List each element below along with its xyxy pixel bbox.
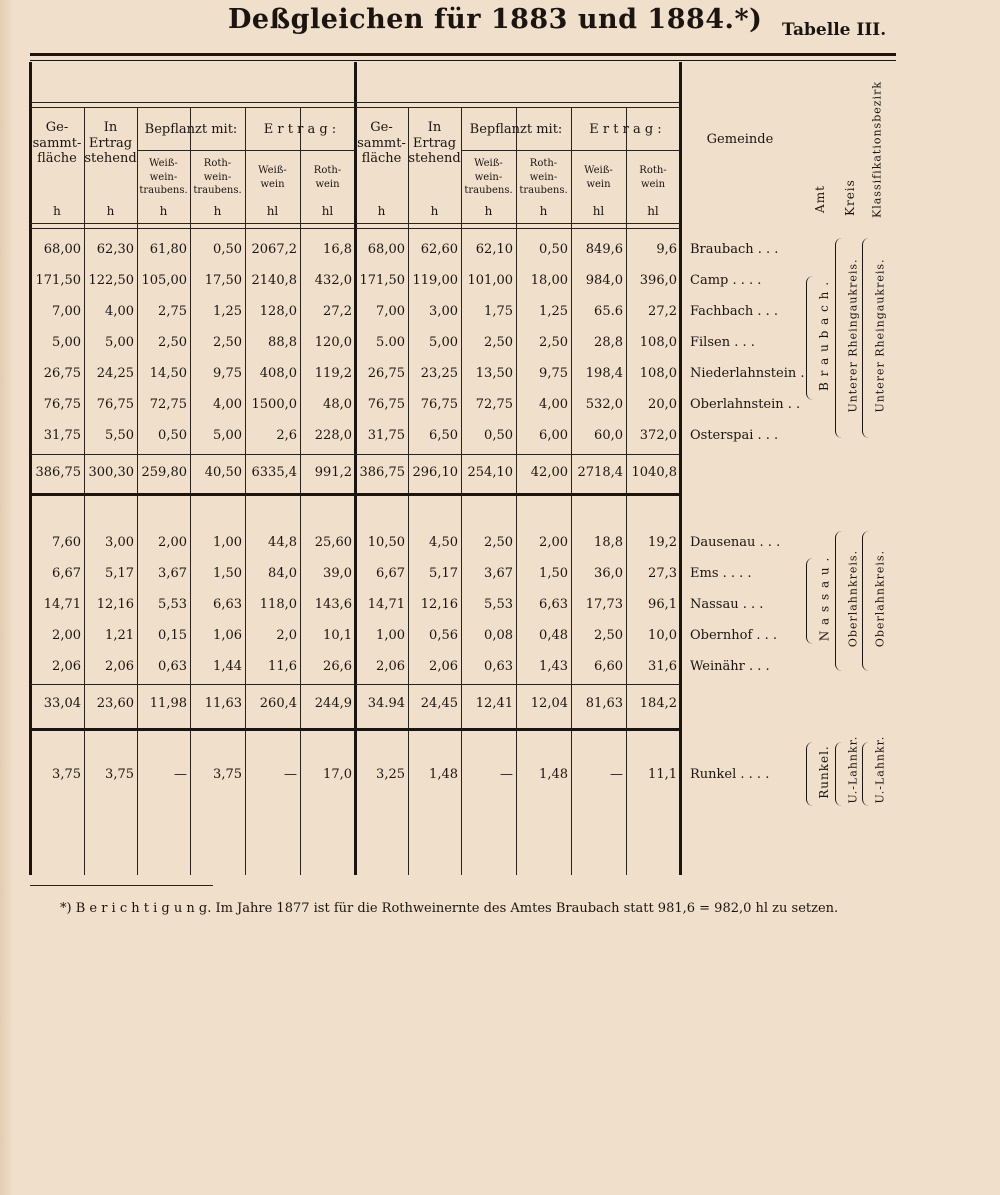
table-cell: 9,6 <box>656 242 677 257</box>
unit-label: hl <box>321 204 334 218</box>
unit-label: h <box>484 204 493 218</box>
table-cell: 14,50 <box>149 366 187 381</box>
table-cell: 5,00 <box>52 335 81 350</box>
table-cell: 0,63 <box>484 659 513 674</box>
table-cell: 31,75 <box>367 428 405 443</box>
table-cell: 27,3 <box>648 566 677 581</box>
table-cell: 0,48 <box>539 628 568 643</box>
total-cell: 386,75 <box>359 465 405 480</box>
gemeinde-name: Braubach . . . <box>690 242 779 257</box>
table-cell: 119,2 <box>314 366 352 381</box>
table-cell: 68,00 <box>367 242 405 257</box>
total-cell: 11,63 <box>204 696 242 711</box>
total-cell: 24,45 <box>420 696 458 711</box>
total-cell: 991,2 <box>314 465 352 480</box>
header-rothwein: Roth- wein <box>639 165 667 190</box>
kreis-label: Oberlahnkreis. <box>846 549 860 648</box>
table-cell: 2,0 <box>276 628 297 643</box>
table-cell: 68,00 <box>43 242 81 257</box>
table-cell: 62,60 <box>420 242 458 257</box>
group2-total-rule <box>30 684 680 685</box>
group2-bottom-rule <box>30 728 680 731</box>
table-cell: 128,0 <box>259 304 297 319</box>
unit-label: hl <box>266 204 279 218</box>
table-cell: 9,75 <box>213 366 242 381</box>
header-gesammtflaeche: Ge- sammt- fläche <box>357 120 406 167</box>
total-cell: 42,00 <box>530 465 568 480</box>
page-title: Deßgleichen für 1883 und 1884.*) <box>228 4 763 35</box>
group-brace <box>806 742 813 806</box>
table-cell: 2,50 <box>539 335 568 350</box>
table-cell: 5,50 <box>105 428 134 443</box>
amt-label: B r a u b a c h . <box>817 280 831 392</box>
page-edge <box>0 0 14 1195</box>
total-cell: 40,50 <box>204 465 242 480</box>
table-cell: 0,08 <box>484 628 513 643</box>
table-cell: 6,67 <box>52 566 81 581</box>
total-cell: 254,10 <box>467 465 513 480</box>
table-cell: 532,0 <box>585 397 623 412</box>
total-cell: 33,04 <box>43 696 81 711</box>
group-brace <box>835 742 842 806</box>
table-cell: 10,0 <box>648 628 677 643</box>
table-cell: 119,00 <box>412 273 458 288</box>
table-cell: 4,50 <box>429 535 458 550</box>
table-cell: 14,71 <box>367 597 405 612</box>
table-cell: 6,63 <box>213 597 242 612</box>
table-cell: 849,6 <box>585 242 623 257</box>
table-cell: 6,60 <box>594 659 623 674</box>
table-cell: 1,44 <box>213 659 242 674</box>
header-in-ertrag: In Ertrag stehend <box>408 120 461 167</box>
table-cell: 5,17 <box>429 566 458 581</box>
table-cell: 3,75 <box>213 767 242 782</box>
table-cell: 26,6 <box>323 659 352 674</box>
table-cell: 408,0 <box>259 366 297 381</box>
table-cell: 2,50 <box>594 628 623 643</box>
gemeinde-name: Dausenau . . . <box>690 535 781 550</box>
unit-label: h <box>213 204 222 218</box>
table-cell: 76,75 <box>96 397 134 412</box>
table-cell: 0,50 <box>539 242 568 257</box>
table-cell: 25,60 <box>314 535 352 550</box>
unit-label: h <box>539 204 548 218</box>
header-in-ertrag: In Ertrag stehend <box>84 120 137 167</box>
header-gemeinde: Gemeinde <box>706 132 774 147</box>
total-cell: 12,41 <box>475 696 513 711</box>
table-cell: 1,00 <box>213 535 242 550</box>
header-weisswein-trauben: Weiß- wein- traubens. <box>139 158 188 196</box>
header-klassifikationsbezirk: Klassifikationsbezirk <box>870 81 884 218</box>
unit-label: h <box>106 204 115 218</box>
table-cell: 3,75 <box>52 767 81 782</box>
table-cell: 3,67 <box>484 566 513 581</box>
table-cell: 198,4 <box>585 366 623 381</box>
table-cell: 76,75 <box>43 397 81 412</box>
footnote: *) B e r i c h t i g u n g. Im Jahre 1877 ist für die Rothweinernte des Amtes Braubach statt 981,6 = 982,0 hl zu setzen. <box>60 901 839 916</box>
header-bepflanzt: Bepflanzt mit: <box>144 122 238 137</box>
unit-label: hl <box>592 204 605 218</box>
table-cell: 5.00 <box>376 335 405 350</box>
table-cell: 171,50 <box>35 273 81 288</box>
table-cell: 17,0 <box>323 767 352 782</box>
table-cell: 3,25 <box>376 767 405 782</box>
table-cell: 27,2 <box>323 304 352 319</box>
table-cell: 5,17 <box>105 566 134 581</box>
table-cell: 48,0 <box>323 397 352 412</box>
table-cell: 2,06 <box>105 659 134 674</box>
table-label: Tabelle III. <box>782 20 887 40</box>
table-cell: 2,50 <box>213 335 242 350</box>
total-cell: 386,75 <box>35 465 81 480</box>
table-cell: 11,6 <box>268 659 297 674</box>
table-cell: 1,50 <box>539 566 568 581</box>
table-cell: 5,00 <box>105 335 134 350</box>
table-cell: 60,0 <box>594 428 623 443</box>
table-cell: 1,25 <box>213 304 242 319</box>
table-cell: 65.6 <box>594 304 623 319</box>
kreis-label: Unterer Rheingaukreis. <box>846 258 860 413</box>
table-cell: 6,67 <box>376 566 405 581</box>
table-cell: — <box>500 767 513 782</box>
table-cell: 228,0 <box>314 428 352 443</box>
table-cell: 108,0 <box>639 335 677 350</box>
gemeinde-name: Camp . . . . <box>690 273 762 288</box>
table-cell: 2140,8 <box>251 273 297 288</box>
table-cell: 6,63 <box>539 597 568 612</box>
table-cell: 0,56 <box>429 628 458 643</box>
table-cell: 2,00 <box>539 535 568 550</box>
table-cell: 6,50 <box>429 428 458 443</box>
table-cell: 122,50 <box>88 273 134 288</box>
top-rule <box>30 53 896 56</box>
table-cell: 72,75 <box>149 397 187 412</box>
total-cell: 184,2 <box>639 696 677 711</box>
table-cell: 16,8 <box>323 242 352 257</box>
table-cell: 3,00 <box>429 304 458 319</box>
group1-bottom-rule <box>30 493 680 496</box>
table-cell: 20,0 <box>648 397 677 412</box>
table-cell: 3,00 <box>105 535 134 550</box>
total-cell: 81,63 <box>585 696 623 711</box>
table-cell: 31,75 <box>43 428 81 443</box>
table-cell: 2,75 <box>158 304 187 319</box>
unit-label: h <box>159 204 168 218</box>
header-gesammtflaeche: Ge- sammt- fläche <box>32 120 82 167</box>
table-cell: 2,00 <box>158 535 187 550</box>
table-cell: 0,63 <box>158 659 187 674</box>
table-cell: 118,0 <box>259 597 297 612</box>
footnote-rule <box>30 885 213 886</box>
table-cell: 18,8 <box>594 535 623 550</box>
header-bottom-rule <box>30 223 680 229</box>
header-amt: Amt <box>813 185 827 213</box>
table-cell: 62,10 <box>475 242 513 257</box>
table-cell: 12,16 <box>96 597 134 612</box>
table-cell: 7,00 <box>376 304 405 319</box>
table-cell: 23,25 <box>420 366 458 381</box>
table-cell: 120,0 <box>314 335 352 350</box>
gemeinde-name: Oberlahnstein . . <box>690 397 801 412</box>
total-cell: 12,04 <box>530 696 568 711</box>
unit-label: hl <box>647 204 659 218</box>
table-cell: 4,00 <box>213 397 242 412</box>
table-cell: 4,00 <box>539 397 568 412</box>
gemeinde-name: Osterspai . . . <box>690 428 779 443</box>
table-cell: 17,50 <box>204 273 242 288</box>
table-cell: 1,50 <box>213 566 242 581</box>
table-cell: 26,75 <box>43 366 81 381</box>
table-cell: 105,00 <box>141 273 187 288</box>
table-cell: 2,06 <box>376 659 405 674</box>
subheader-rule <box>137 150 245 151</box>
header-rothwein-trauben: Roth- wein- traubens. <box>193 158 242 196</box>
total-cell: 1040,8 <box>631 465 677 480</box>
table-cell: 1,48 <box>539 767 568 782</box>
table-cell: 0,15 <box>158 628 187 643</box>
group-brace <box>862 238 869 438</box>
table-cell: 1500,0 <box>251 397 297 412</box>
header-ertrag: E r t r a g : <box>589 122 662 137</box>
group-brace <box>806 558 813 645</box>
group-brace <box>862 742 869 806</box>
table-cell: 17,73 <box>585 597 623 612</box>
table-cell: 12,16 <box>420 597 458 612</box>
total-cell: 6335,4 <box>251 465 297 480</box>
total-cell: 23,60 <box>96 696 134 711</box>
table-cell: 5,00 <box>429 335 458 350</box>
table-cell: 1,43 <box>539 659 568 674</box>
unit-label: h <box>430 204 439 218</box>
table-cell: 4,00 <box>105 304 134 319</box>
table-cell: 2,6 <box>276 428 297 443</box>
table-cell: 396,0 <box>639 273 677 288</box>
gemeinde-name: Obernhof . . . <box>690 628 778 643</box>
table-cell: — <box>610 767 623 782</box>
table-cell: 0,50 <box>158 428 187 443</box>
table-cell: 10,1 <box>323 628 352 643</box>
table-cell: 14,71 <box>43 597 81 612</box>
header-ertrag: E r t r a g : <box>263 122 337 137</box>
group-brace <box>835 531 842 671</box>
table-cell: 2,00 <box>52 628 81 643</box>
total-cell: 244,9 <box>314 696 352 711</box>
table-cell: 76,75 <box>420 397 458 412</box>
table-cell: 5,00 <box>213 428 242 443</box>
table-cell: 0,50 <box>213 242 242 257</box>
unit-label: h <box>377 204 386 218</box>
table-cell: 24,25 <box>96 366 134 381</box>
table-cell: 84,0 <box>268 566 297 581</box>
table-cell: 1,06 <box>213 628 242 643</box>
table-cell: 28,8 <box>594 335 623 350</box>
table-cell: 9,75 <box>539 366 568 381</box>
total-cell: 260,4 <box>259 696 297 711</box>
table-cell: 13,50 <box>475 366 513 381</box>
table-cell: 27,2 <box>648 304 677 319</box>
gemeinde-name: Runkel . . . . <box>690 767 770 782</box>
header-weisswein: Weiß- wein <box>258 165 287 190</box>
header-weisswein-trauben: Weiß- wein- traubens. <box>464 158 513 196</box>
gemeinde-name: Filsen . . . <box>690 335 755 350</box>
table-cell: 1,21 <box>105 628 134 643</box>
subheader-rule <box>571 150 680 151</box>
table-cell: 0,50 <box>484 428 513 443</box>
gemeinde-name: Fachbach . . . <box>690 304 779 319</box>
gemeinde-name: Nassau . . . <box>690 597 764 612</box>
table-cell: 1,25 <box>539 304 568 319</box>
total-cell: 2718,4 <box>577 465 623 480</box>
kreis-label: U.-Lahnkr. <box>846 735 860 804</box>
table-cell: — <box>284 767 297 782</box>
table-cell: 171,50 <box>359 273 405 288</box>
header-rothwein: Roth- wein <box>313 165 342 190</box>
table-cell: 39,0 <box>323 566 352 581</box>
total-cell: 34.94 <box>367 696 405 711</box>
header-weisswein: Weiß- wein <box>584 165 613 190</box>
table-cell: 3,67 <box>158 566 187 581</box>
header-kreis: Kreis <box>843 179 857 216</box>
table-cell: 2,06 <box>52 659 81 674</box>
table-cell: 7,00 <box>52 304 81 319</box>
table-cell: 31,6 <box>648 659 677 674</box>
table-cell: 5,53 <box>158 597 187 612</box>
table-cell: 1,75 <box>484 304 513 319</box>
table-cell: 44,8 <box>268 535 297 550</box>
table-cell: 88,8 <box>268 335 297 350</box>
unit-label: h <box>53 204 61 218</box>
table-cell: 7,60 <box>52 535 81 550</box>
table-cell: 2,50 <box>484 535 513 550</box>
total-cell: 296,10 <box>412 465 458 480</box>
table-cell: 5,53 <box>484 597 513 612</box>
group-brace <box>862 531 869 671</box>
table-cell: 432,0 <box>314 273 352 288</box>
table-cell: 19,2 <box>648 535 677 550</box>
top-rule-thin <box>30 60 896 61</box>
table-cell: 2067,2 <box>251 242 297 257</box>
table-cell: 96,1 <box>648 597 677 612</box>
bezirk-label: U.-Lahnkr. <box>873 735 887 804</box>
group-brace <box>835 238 842 438</box>
header-rothwein-trauben: Roth- wein- traubens. <box>519 158 568 196</box>
table-cell: 2,50 <box>158 335 187 350</box>
bezirk-label: Oberlahnkreis. <box>873 549 887 648</box>
table-cell: 72,75 <box>475 397 513 412</box>
table-cell: 11,1 <box>648 767 677 782</box>
total-cell: 259,80 <box>141 465 187 480</box>
gemeinde-name: Weinähr . . . <box>690 659 770 674</box>
gemeinde-name: Niederlahnstein . <box>690 366 805 381</box>
table-cell: 10,50 <box>367 535 405 550</box>
group1-total-rule <box>30 454 680 455</box>
table-cell: 6,00 <box>539 428 568 443</box>
total-cell: 11,98 <box>149 696 187 711</box>
subheader-rule <box>245 150 355 151</box>
table-cell: 1,00 <box>376 628 405 643</box>
subheader-rule <box>461 150 571 151</box>
amt-label: Runkel. <box>817 745 831 799</box>
table-cell: 101,00 <box>467 273 513 288</box>
table-cell: 3,75 <box>105 767 134 782</box>
header-bepflanzt: Bepflanzt mit: <box>469 122 563 137</box>
bezirk-label: Unterer Rheingaukreis. <box>873 258 887 413</box>
table-cell: 61,80 <box>149 242 187 257</box>
table-cell: 108,0 <box>639 366 677 381</box>
table-cell: 984,0 <box>585 273 623 288</box>
table-cell: — <box>174 767 187 782</box>
table-cell: 36,0 <box>594 566 623 581</box>
table-cell: 26,75 <box>367 366 405 381</box>
total-cell: 300,30 <box>88 465 134 480</box>
table-cell: 143,6 <box>314 597 352 612</box>
table-cell: 2,50 <box>484 335 513 350</box>
group-brace <box>806 276 813 400</box>
table-cell: 372,0 <box>639 428 677 443</box>
table-cell: 2,06 <box>429 659 458 674</box>
table-cell: 76,75 <box>367 397 405 412</box>
gemeinde-name: Ems . . . . <box>690 566 752 581</box>
table-cell: 18,00 <box>530 273 568 288</box>
table-cell: 62,30 <box>96 242 134 257</box>
table-cell: 1,48 <box>429 767 458 782</box>
amt-label: N a s s a u . <box>816 556 831 642</box>
year-rule <box>30 102 680 108</box>
